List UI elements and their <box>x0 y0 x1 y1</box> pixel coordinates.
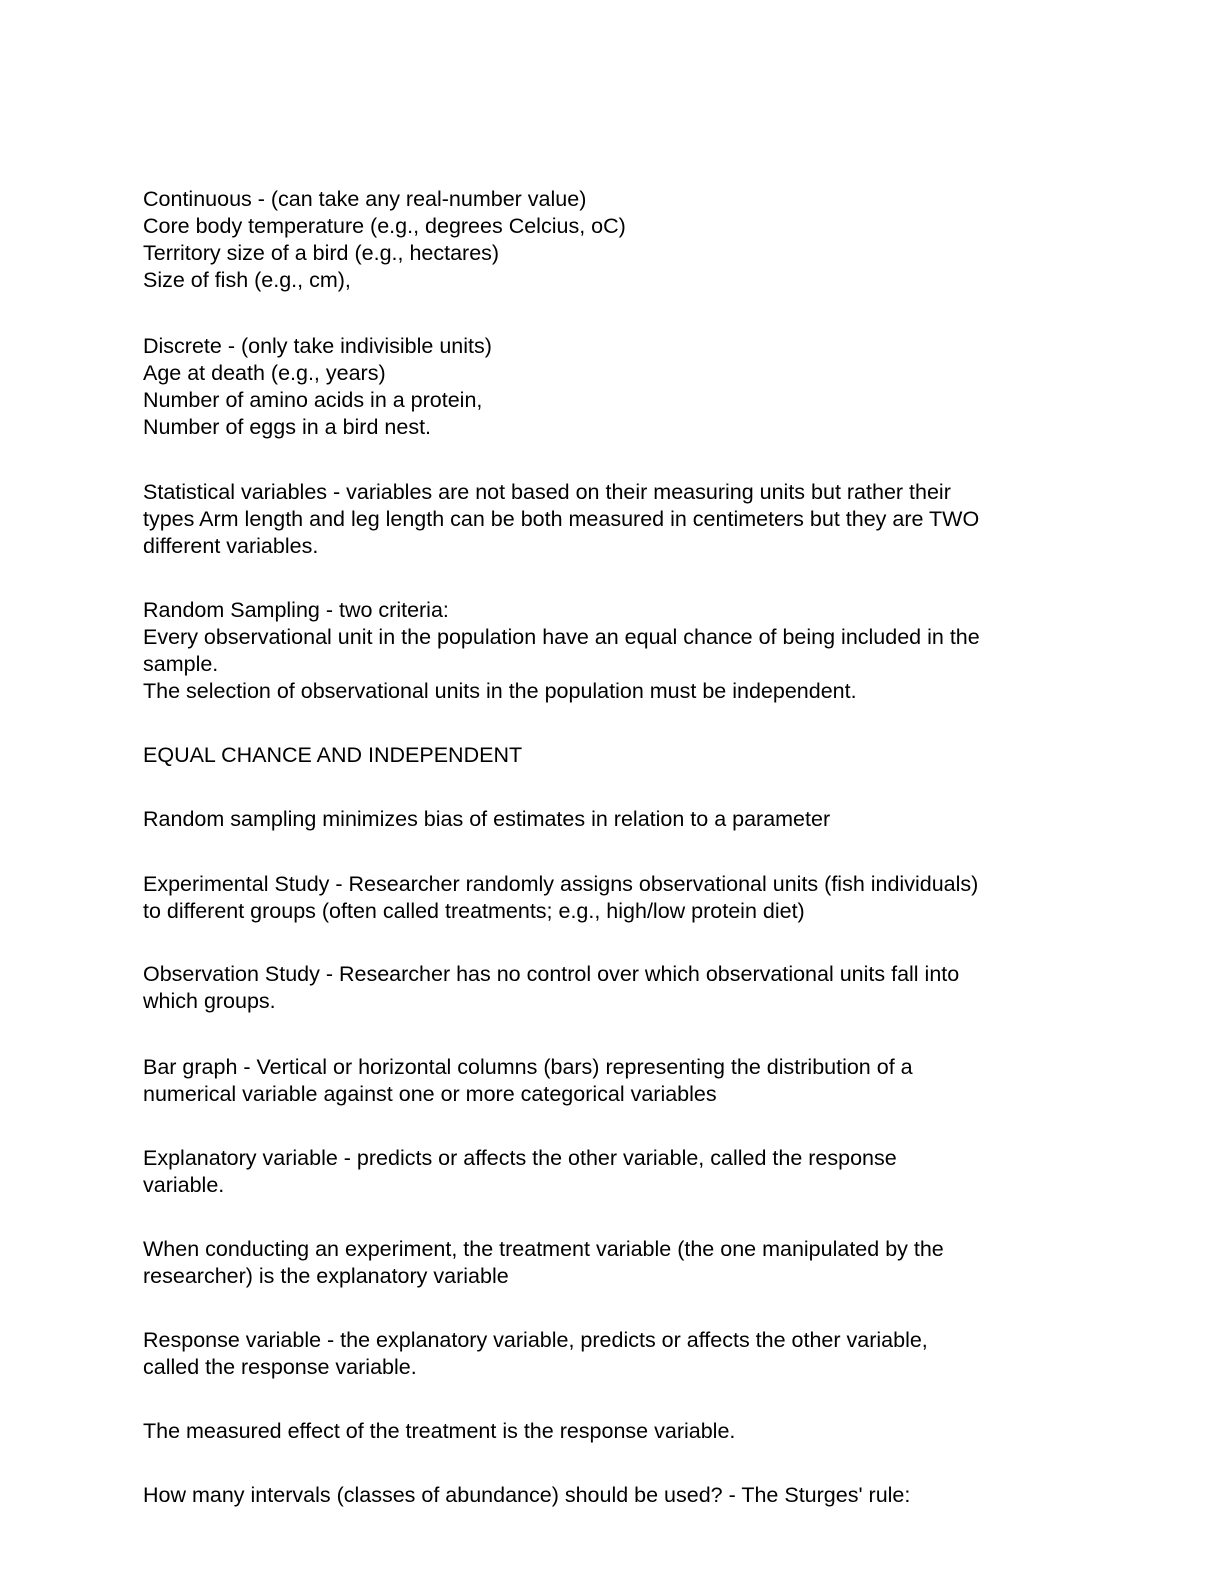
text-line: variable. <box>143 1173 225 1197</box>
text-line: sample. <box>143 652 219 676</box>
text-line: to different groups (often called treatments; e.g., high/low protein diet) <box>143 899 805 923</box>
text-line: different variables. <box>143 534 319 558</box>
text-line: Number of eggs in a bird nest. <box>143 415 432 439</box>
text-line: When conducting an experiment, the treatment variable (the one manipulated by the <box>143 1237 944 1261</box>
text-line: Number of amino acids in a protein, <box>143 388 483 412</box>
text-line: Age at death (e.g., years) <box>143 361 386 385</box>
text-line: Every observational unit in the population have an equal chance of being included in the <box>143 625 980 649</box>
text-line: called the response variable. <box>143 1355 417 1379</box>
text-line: which groups. <box>143 989 276 1013</box>
text-line: Random sampling minimizes bias of estimates in relation to a parameter <box>143 807 831 831</box>
text-line: Statistical variables - variables are not based on their measuring units but rather their <box>143 480 951 504</box>
text-line: Observation Study - Researcher has no control over which observational units fall into <box>143 962 960 986</box>
text-line: Random Sampling - two criteria: <box>143 598 449 622</box>
text-line: types Arm length and leg length can be both measured in centimeters but they are TWO <box>143 507 980 531</box>
text-line: Core body temperature (e.g., degrees Celcius, oC) <box>143 214 626 238</box>
text-line: EQUAL CHANCE AND INDEPENDENT <box>143 743 523 767</box>
text-line: Continuous - (can take any real-number value) <box>143 187 587 211</box>
text-line: How many intervals (classes of abundance) should be used? - The Sturges' rule: <box>143 1483 911 1507</box>
text-line: researcher) is the explanatory variable <box>143 1264 509 1288</box>
text-line: Explanatory variable - predicts or affects the other variable, called the response <box>143 1146 897 1170</box>
text-line: Discrete - (only take indivisible units) <box>143 334 492 358</box>
text-line: numerical variable against one or more categorical variables <box>143 1082 717 1106</box>
text-line: Size of fish (e.g., cm), <box>143 268 351 292</box>
text-line: The measured effect of the treatment is the response variable. <box>143 1419 736 1443</box>
text-line: Response variable - the explanatory variable, predicts or affects the other variable, <box>143 1328 928 1352</box>
text-line: Territory size of a bird (e.g., hectares) <box>143 241 500 265</box>
text-line: The selection of observational units in the population must be independent. <box>143 679 857 703</box>
text-line: Experimental Study - Researcher randomly assigns observational units (fish individuals) <box>143 872 979 896</box>
text-line: Bar graph - Vertical or horizontal columns (bars) representing the distribution of a <box>143 1055 913 1079</box>
